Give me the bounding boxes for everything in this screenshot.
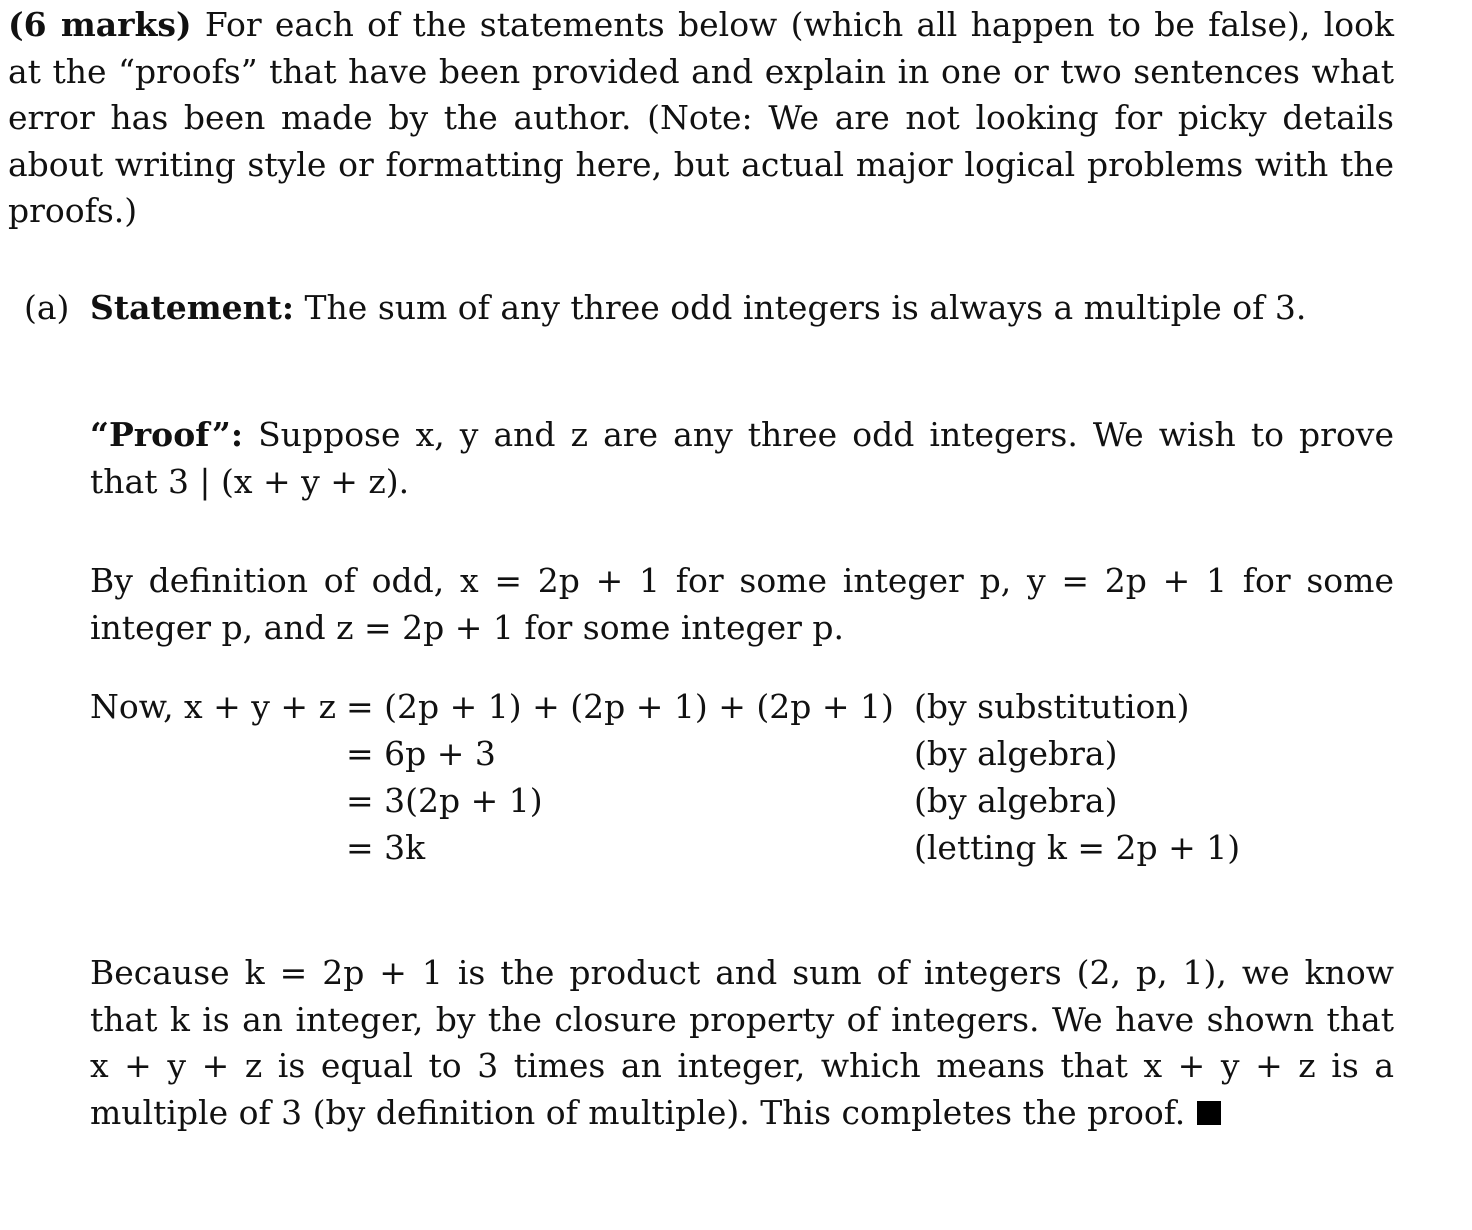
derivation-rhs: = 3k [346,828,426,867]
derivation-reason: (by algebra) [914,781,1118,820]
part-a-statement [24,285,1394,332]
derivation-row [90,730,1394,777]
statement-text: The sum of any three odd integers is always a multiple of 3. [304,288,1307,327]
proof-conclusion [90,950,1394,1136]
derivation-lhs: Now, x + y + z [90,687,336,726]
derivation-reason: (letting k = 2p + 1) [914,828,1241,867]
derivation [90,683,1394,871]
proof-label: “Proof”: [90,415,243,454]
part-label: (a) [24,288,70,327]
proof-intro [90,412,1394,505]
derivation-rhs: = 6p + 3 [346,734,496,773]
proof-intro-text: Suppose x, y and z are any three odd integers. We wish to prove that 3 | (x + y + z). [90,415,1394,501]
statement-label: Statement: [90,288,295,327]
derivation-row [90,777,1394,824]
derivation-reason: (by algebra) [914,734,1118,773]
derivation-rhs: = 3(2p + 1) [346,781,543,820]
qed-square-icon [1197,1101,1221,1125]
marks-label: (6 marks) [8,5,192,44]
derivation-row [90,683,1394,730]
derivation-rhs: = (2p + 1) + (2p + 1) + (2p + 1) [346,687,894,726]
derivation-reason: (by substitution) [914,687,1190,726]
conclusion-text: Because k = 2p + 1 is the product and sum of integers (2, p, 1), we know that k is an integer, by the closure property of integers. We have shown that x + y + z is equal to 3 times an integer, which means that x + y + z is a multiple of 3 (by definition of multiple). This completes the proof. [90,953,1394,1132]
question-intro [8,2,1394,235]
derivation-row [90,824,1394,871]
intro-text: For each of the statements below (which all happen to be false), look at the “proofs” that have been provided and explain in one or two sentences what error has been made by the author. (Note: We are not looking for picky details about writing style or formatting here, but actual major logical problems with the proofs.) [8,5,1394,230]
odd-definition: By definition of odd, x = 2p + 1 for some integer p, y = 2p + 1 for some integer p, and z = 2p + 1 for some integer p. [90,561,1394,647]
